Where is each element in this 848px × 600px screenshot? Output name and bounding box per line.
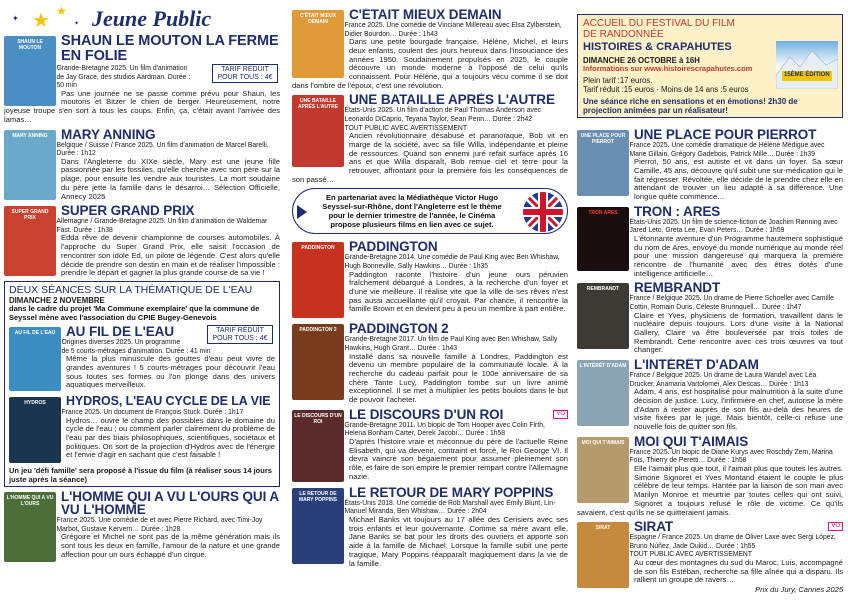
film-desc: Paddington raconte l'histoire d'un jeune ours péruvien fraîchement débarqué à Londres, à la recherche d'un foyer et d'une vie meilleure. Il réalise vite que la ville de ses rêves n'est pas aussi accueillante qu'il croyait. Par chance, il rencontre la famille Brown et en devient peu à peu un membre à part entière. bbox=[349, 269, 568, 314]
film-mary-poppins bbox=[292, 486, 568, 568]
film-shaun bbox=[4, 34, 280, 125]
film-meta: Grande-Bretagne 2014. Une comédie de Paul King avec Ben Whishaw, Hugh Bonneville, Sally Hawkins… Durée : 1h35 bbox=[344, 252, 560, 270]
page-title: Jeune Public bbox=[92, 6, 212, 31]
film-poster[interactable]: SUPER GRAND PRIX bbox=[4, 206, 56, 276]
partner-text: En partenariat avec la Médiathèque Victor Hugo Seyssel-sur-Rhône, dont l'Angleterre est le thème pour le dernier trimestre de l'année, le Cinéma propose plusieurs films en lien avec ce sujet. bbox=[322, 193, 502, 229]
film-meta: France 2025. Un document de François Stuck. Durée : 1h17 bbox=[61, 407, 244, 416]
film-title: MARY ANNING bbox=[61, 127, 156, 142]
film-meta: Allemagne / Grande-Bretagne 2025. Un film d'animation de Waldemar Fast. Durée : 1h38 bbox=[56, 216, 268, 234]
film-desc: Pierrot, 50 ans, est autiste et vit dans un foyer. Sa sœur Camille, 45 ans, découvre qu'il subit une sur-médication qui le fait régresser. Révoltée, elle décide de le prendre chez elle en attendant de trouver un lieu adapté à sa différence. Une longue quête commence… bbox=[634, 157, 843, 201]
film-desc: Adam, 4 ans, est hospitalisé pour malnutrition à la suite d'une décision de justice. Lucy, l'infirmière en chef, autorise la mère d'Adam à rester auprès de son fils au-delà des heures de visite fixées par le juge. Mais bientôt, celle-ci refuse une nouvelle fois de quitter son fils. bbox=[634, 387, 843, 432]
film-poster[interactable]: LE DISCOURS D'UN ROI bbox=[292, 410, 344, 482]
box-subtitle: dans le cadre du projet 'Ma Commune exemplaire' que la commune de Seyssel mène avec l'association du CPIE Bugey-Genevois bbox=[9, 304, 260, 322]
film-title: AU FIL DE L'EAU bbox=[66, 325, 174, 339]
header bbox=[4, 0, 280, 34]
uk-flag-icon bbox=[523, 192, 563, 232]
film-moi-qui-t-aimais bbox=[577, 435, 843, 517]
film-title: C'ÉTAIT MIEUX DEMAIN bbox=[349, 8, 502, 22]
film-title: HYDROS, L'EAU CYCLE DE LA VIE bbox=[66, 395, 271, 408]
film-title: L'HOMME QUI A VU L'OURS QUI A VU L'HOMME bbox=[61, 490, 279, 517]
film-l-homme-ours bbox=[4, 490, 280, 563]
film-title: PADDINGTON 2 bbox=[349, 322, 449, 337]
film-une-place-pour-pierrot bbox=[577, 128, 843, 202]
festival-name: HISTOIRES & CRAPAHUTES bbox=[583, 41, 732, 53]
festival-price-reduced: Tarif réduit :15 euros · Moins de 14 ans :5 euros bbox=[583, 84, 749, 94]
arrow-icon bbox=[297, 205, 307, 219]
sparkle-icon: ✦ bbox=[12, 14, 19, 23]
film-poster[interactable]: UNE BATAILLE APRÈS L'AUTRE bbox=[292, 95, 344, 167]
film-desc: Dans une petite bourgade française, Hélène, Michel, et leurs deux enfants, coulent des jours heureux dans l'insouciance des années 1950. Soudainement propulsés en 2025, le couple découvre un monde moderne à l'opposé de celui qu'ils connaissent. Pour Hélène, qui a toujours vécu comme il se doit dans l'ombre de l'époux, c'est une révolution. bbox=[292, 37, 568, 90]
film-sirat bbox=[577, 520, 843, 594]
film-meta: Espagne / France 2025. Un drame de Oliver Laxe avec Sergi López, Bruno Núñez, Jade Oukid… Durée : 1h55 bbox=[629, 532, 836, 550]
festival-box bbox=[577, 14, 843, 118]
film-meta: États-Unis 2025. Un film de science-fiction de Joachim Rønning avec Jared Leto, Greta Lee, Evan Peters… Durée : 1h59 bbox=[629, 216, 838, 235]
film-poster[interactable]: REMBRANDT bbox=[577, 283, 629, 349]
star-icon: ★ bbox=[56, 4, 67, 18]
film-au-fil-de-l-eau bbox=[9, 325, 275, 392]
festival-label-2: DE RANDONNÉE bbox=[583, 29, 664, 40]
star-icon: ★ bbox=[32, 10, 50, 32]
film-poster[interactable]: L'HOMME QUI A VU L'OURS bbox=[4, 492, 56, 562]
film-meta: France / Belgique 2025. Un drame de Pierre Schoeller avec Camille Cottin, Romain Duris, Céleste Brunnquell… Durée : 1h47 bbox=[629, 293, 834, 311]
film-desc: L'étonnante aventure d'un Programme hautement sophistiqué du nom de Ares, envoyé du monde numérique au monde réel pour une mission dangereuse qui marquera la première rencontre de l'humanité avec des êtres dotés d'une intelligence artificielle… bbox=[634, 233, 843, 278]
sparkle-icon: ✦ bbox=[74, 21, 80, 27]
vo-badge: VO bbox=[828, 522, 843, 531]
film-poster[interactable]: MOI QUI T'AIMAIS bbox=[577, 437, 629, 503]
film-paddington bbox=[292, 240, 568, 319]
box-title: DEUX SÉANCES SUR LA THÉMATIQUE DE L'EAU bbox=[9, 284, 253, 296]
film-title: L'INTÉRÊT D'ADAM bbox=[634, 358, 759, 373]
film-title: SHAUN LE MOUTON LA FERME EN FOLIE bbox=[61, 34, 279, 64]
film-desc: Dans l'Angleterre du XIXe siècle, Mary est une jeune fille passionnée par les fossiles, qu'elle cherche avec son père sur la plage, pour ensuite les vendre aux touristes. La mort soudaine du père jette la famille dans le désarroi… Sélection Officielle, Annecy 2025 bbox=[61, 156, 280, 201]
film-hydros bbox=[9, 395, 275, 464]
film-title: LE RETOUR DE MARY POPPINS bbox=[349, 485, 554, 500]
film-meta: États-Unis 2018. Une comédie de Rob Marshall avec Emily Blunt, Lin-Manuel Miranda, Ben Whishaw… Durée : 2h04 bbox=[344, 497, 556, 516]
film-poster[interactable]: SIRAT bbox=[577, 522, 629, 588]
festival-info-link[interactable]: Informations sur www.histoirescrapahutes.com bbox=[583, 64, 753, 73]
film-title: REMBRANDT bbox=[634, 281, 721, 296]
film-poster[interactable]: UNE PLACE POUR PIERROT bbox=[577, 130, 629, 196]
film-title: UNE PLACE POUR PIERROT bbox=[634, 128, 817, 142]
film-rating: TOUT PUBLIC AVEC AVERTISSEMENT bbox=[344, 122, 467, 132]
vo-badge: VO bbox=[553, 410, 568, 419]
box-date: DIMANCHE 2 NOVEMBRE bbox=[9, 296, 105, 305]
festival-label: ACCUEIL DU FESTIVAL DU FILM bbox=[583, 18, 735, 29]
film-title: LE DISCOURS D'UN ROI bbox=[349, 407, 504, 422]
film-title: SIRAT bbox=[634, 520, 673, 535]
film-poster[interactable]: HYDROS bbox=[9, 397, 61, 463]
film-poster[interactable]: SHAUN LE MOUTON bbox=[4, 36, 56, 106]
film-title: MOI QUI T'AIMAIS bbox=[634, 434, 749, 449]
film-desc: Hydros… ouvre le champ des possibles dans le domaine du cycle de l'eau ; ou comment parler clairement du problème de l'eau par des biais philosophiques, scientifiques, sociétaux et politiques. On sort de la projection d'Hydros avec de l'énergie et l'envie d'agir en sachant que c'est faisable ! bbox=[66, 415, 275, 460]
film-title: TRON : ARES bbox=[634, 204, 721, 219]
film-meta: Grande-Bretagne 2011. Un biopic de Tom Hooper avec Colin Firth, Helena Bonham Carter, Derek Jacobi… Durée : 1h58 bbox=[344, 419, 545, 438]
festival-date: DIMANCHE 26 OCTOBRE à 16H bbox=[583, 56, 700, 65]
film-desc: Michael Banks vit toujours au 17 allée des Cerisiers avec ses trois enfants et leur gouvernante. Comme sa mère avant elle, Jane Banks se bat pour les droits des ouvriers et apporte son aide à la famille de Michael. Lorsque la famille subit une perte tragique, Mary Poppins réapparaît magiquement dans la vie de la famille. bbox=[349, 515, 568, 568]
box-note: Un jeu 'défi famille' sera proposé à l'issue du film (à réaliser sous 14 jours juste après la séance) bbox=[9, 466, 272, 484]
festival-price-full: Plein tarif :17 euros. bbox=[583, 75, 653, 85]
film-desc: Elle l'aimait plus que tout, il l'aimait plus que toutes les autres. Simone Signoret et Yves Montand étaient le couple le plus célèbre de leur temps. Hantée par la liaison de son mari avec Marilyn Monroe et meurtrie par toutes celles qui ont suivi, Signoret a toujours refusé le rôle de victime. Ce qu'ils savaient, c'est qu'ils ne se quitteraient jamais. bbox=[577, 464, 843, 517]
column-left bbox=[4, 0, 280, 600]
film-poster[interactable]: MARY ANNING bbox=[4, 130, 56, 200]
film-poster[interactable]: L'INTÉRÊT D'ADAM bbox=[577, 360, 629, 426]
film-desc: Installé dans sa nouvelle famille à Londres, Paddington est devenu un membre populaire de la communauté locale. À la recherche du cadeau parfait pour le 100e anniversaire de sa chère Tante Lucy, Paddington tombe sur un livre animé exceptionnel. Il se met à multiplier les petits boulots dans le but de pouvoir l'acheter. bbox=[349, 351, 568, 405]
film-desc: Ancien révolutionnaire désabusé et paranoïaque, Bob vit en marge de la société, avec sa fille Willa, indépendante et pleine de ressources. Quand son ennemi juré refait surface après 16 ans et que Willa disparaît, Bob remue ciel et terre pour la retrouver, affrontant pour la première fois les conséquences de son passé… bbox=[292, 131, 568, 184]
film-meta: États-Unis 2025. Un film d'action de Paul Thomas Anderson avec Leonardo DiCaprio, Teyana Taylor, Sean Penn… Durée : 2h42 bbox=[344, 105, 542, 123]
water-theme-box bbox=[4, 281, 280, 487]
film-poster[interactable]: C'ÉTAIT MIEUX DEMAIN bbox=[292, 10, 344, 78]
film-meta: Grande-Bretagne 2017. Un film de Paul King avec Ben Whishaw, Sally Hawkins, Hugh Grant… Durée : 1h43 bbox=[344, 334, 558, 352]
film-discours-d-un-roi bbox=[292, 408, 568, 483]
column-right bbox=[577, 0, 843, 600]
film-desc: Claire et Yves, physiciens de formation, travaillent dans le nucléaire depuis toujours. Lors d'une visite à la National Gallery, Claire va être bouleversée par trois toiles de Rembrandt. Cette rencontre avec ces trois œuvres va tout changer. bbox=[634, 310, 843, 355]
tarif-badge: TARIF RÉDUIT POUR TOUS : 4€ bbox=[207, 325, 273, 344]
film-desc: D'après l'histoire vraie et méconnue du père de l'actuelle Reine Elisabeth, qui va devenir, contraint et forcé, le Roi George VI. Il devra vaincre son bégaiement pour assumer pleinement son rôle, et faire de son empire le premier rempart contre l'Allemagne nazie. bbox=[349, 437, 568, 481]
film-meta: Origines diverses 2025. Un programme de 5 courts-métrages d'animation. Durée : 41 min bbox=[61, 337, 211, 355]
film-meta: Belgique / Suisse / France 2025. Un film d'animation de Marcel Barelli. Durée : 1h12 bbox=[56, 139, 269, 158]
film-paddington-2 bbox=[292, 322, 568, 404]
film-desc: Même la plus minuscule des gouttes d'eau peut vivre de grandes aventures ! 5 courts-métrages pour découvrir l'eau sous toutes ses formes ou l'on plonge dans des univers aquatiques merveilleux. bbox=[66, 354, 275, 390]
festival-poster[interactable]: 15ÈME ÉDITION bbox=[776, 41, 838, 89]
tarif-badge: TARIF RÉDUIT POUR TOUS : 4€ bbox=[212, 64, 278, 83]
film-desc: Pas une journée ne se passe comme prévu pour Shaun, les moutons et Bitzer le chien de berger. Heureusement, notre joyeuse troupe s'en sort à tous les coups. Enfin, ça, c'était avant l'arrivée des lamas… bbox=[4, 88, 280, 124]
film-poster[interactable]: LE RETOUR DE MARY POPPINS bbox=[292, 488, 344, 564]
film-rembrandt bbox=[577, 281, 843, 355]
film-prize: Prix du Jury, Cannes 2025 bbox=[755, 585, 843, 595]
film-tron-ares bbox=[577, 205, 843, 279]
film-desc: Edda rêve de devenir championne de courses automobiles. À l'approche du Super Grand Prix, elle saisit l'occasion de rencontrer son idole Ed, un pilote de légende. C'est alors qu'elle décide de prendre son destin en main et de réaliser l'impossible : prendre le départ et gagner la plus grande course de sa vie ! bbox=[61, 233, 280, 278]
partnership-banner bbox=[292, 188, 568, 234]
film-poster[interactable]: TRON ARES bbox=[577, 207, 629, 271]
film-meta: France 2025. Une comédie de Vinciane Millereau avec Elsa Zylberstein, Didier Bourdon… Durée : 1h43 bbox=[344, 20, 562, 38]
film-meta: Grande-Bretagne 2025. Un film d'animation de Jay Grace, des studios Aardman. Durée : 50 min bbox=[56, 63, 191, 90]
column-middle bbox=[292, 0, 568, 600]
festival-cta: Une séance riche en sensations et en émotions! 2h30 de projection animées par un réalisateur! bbox=[583, 96, 798, 115]
film-l-interet-d-adam bbox=[577, 358, 843, 432]
film-poster[interactable]: PADDINGTON 2 bbox=[292, 324, 344, 400]
film-title: UNE BATAILLE APRÈS L'AUTRE bbox=[349, 93, 555, 108]
film-title: SUPER GRAND PRIX bbox=[61, 204, 195, 219]
film-mary-anning bbox=[4, 128, 280, 202]
film-meta: France 2025. Une comédie de et avec Pierre Richard, avec Timi-Joy Marbot, Gustave Kervern… Durée : 1h28 bbox=[56, 515, 263, 533]
film-meta: France / Belgique 2025. Un drame de Laura Wandel avec Léa Drucker, Anamaria Vartolomei, Alex Descas… Durée : 1h13 bbox=[629, 370, 817, 388]
film-rating: TOUT PUBLIC AVEC AVERTISSEMENT bbox=[629, 549, 752, 559]
film-desc: Grégoire et Michel ne sont pas de la même génération mais ils sont tous les deux en famille, l'amour de la nature et une grande affection pour un ours échappé d'un cirque. bbox=[61, 532, 280, 559]
film-meta: France 2025. Une comédie dramatique de Hélène Médigue avec Marie Gillain, Grégory Gadebois, Patrick Mille… Durée : 1h39 bbox=[629, 140, 825, 158]
film-super-grand-prix bbox=[4, 204, 280, 278]
film-poster[interactable]: PADDINGTON bbox=[292, 242, 344, 318]
film-une-bataille bbox=[292, 93, 568, 184]
film-c-etait-mieux-demain bbox=[292, 8, 568, 90]
film-title: PADDINGTON bbox=[349, 240, 438, 255]
film-meta: France 2025. Un biopic de Diane Kurys avec Roschdy Zem, Marina Foïs, Thierry de Peretti… Durée : 1h58 bbox=[629, 446, 833, 465]
film-desc: Au cœur des montagnes du sud du Maroc, Luis, accompagné de son fils Estéban, recherche sa fille aînée qui a disparu. Ils rallient un groupe de ravers… bbox=[634, 558, 843, 585]
film-poster[interactable]: AU FIL DE L'EAU bbox=[9, 327, 61, 391]
